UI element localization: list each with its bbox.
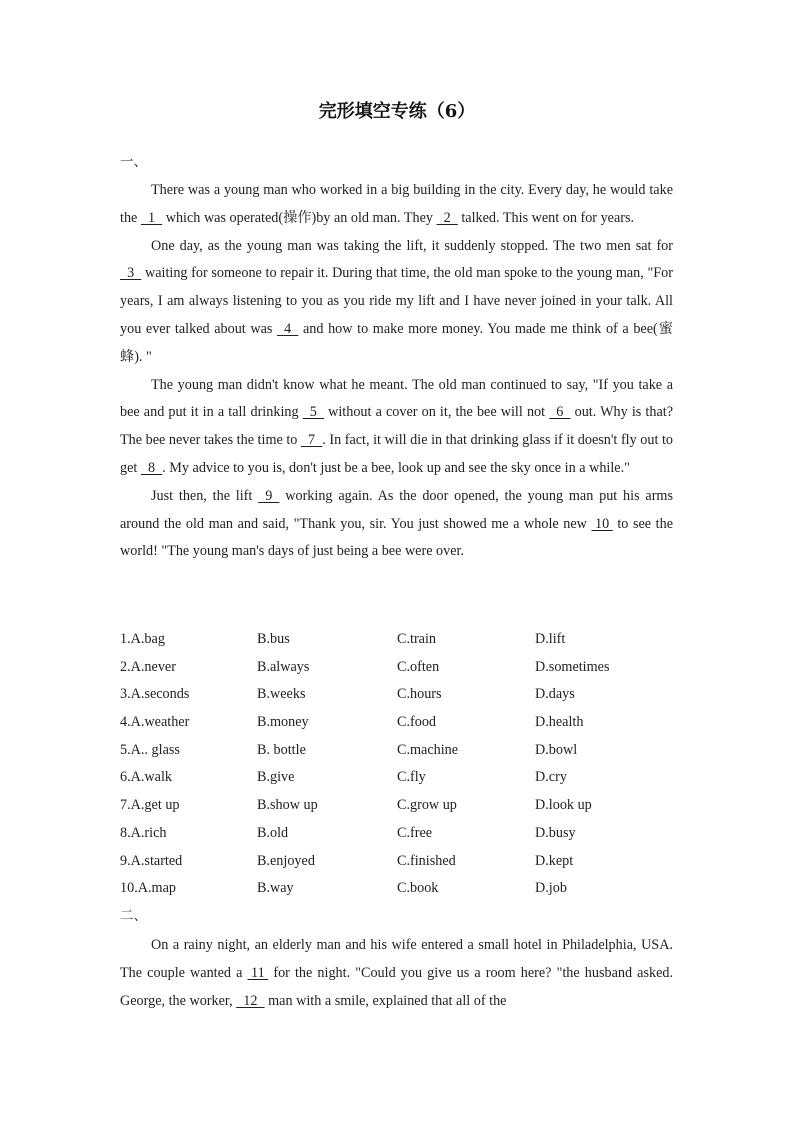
passage-text: and how to make more money. You made me think of a bee(蜜蜂). " xyxy=(120,320,673,365)
option-choice[interactable]: C.food xyxy=(397,714,437,731)
passage-text: working again. As the door opened, the young man put his arms around the old man and said, "Thank you, sir. You just showed me a whole new xyxy=(120,487,673,532)
option-choice[interactable]: 7.A.get up xyxy=(120,797,180,814)
section-2-heading: 二、 xyxy=(120,908,147,924)
answer-blank[interactable]: 5 xyxy=(302,404,324,421)
passage-text: One day, as the young man was taking the lift, it suddenly stopped. The two men sat for xyxy=(151,237,673,254)
option-choice[interactable]: 1.A.bag xyxy=(120,631,165,647)
option-choice[interactable]: D.job xyxy=(535,880,567,897)
passage-text: The young man didn't know what he meant. The old man continued to say, "If you take a bee and put it in a tall drinking xyxy=(120,376,673,421)
option-choice[interactable]: C.hours xyxy=(397,686,442,703)
passage-text: On a rainy night, an elderly man and his wife entered a small hotel in Philadelphia, USA. The couple wanted a xyxy=(120,937,673,981)
section-1-heading: 一、 xyxy=(120,154,147,170)
option-choice[interactable]: D.look up xyxy=(535,797,592,814)
option-row xyxy=(120,709,680,737)
passage-text: which was operated(操作)by an old man. They xyxy=(162,209,437,226)
option-row xyxy=(120,737,680,765)
passage-text: Just then, the lift xyxy=(151,487,259,504)
passage-text: to see the world! "The young man's days of just being a bee were over. xyxy=(120,515,673,560)
option-choice[interactable]: 3.A.seconds xyxy=(120,686,190,703)
passage-text: . My advice to you is, don't just be a bee, look up and see the sky once in a while." xyxy=(162,459,630,476)
option-choice[interactable]: C.book xyxy=(397,880,439,897)
passage-text: for the night. "Could you give us a room here? "the husband asked. George, the worker, xyxy=(120,964,674,1009)
option-choice[interactable]: C.free xyxy=(397,824,433,841)
answer-blank[interactable]: 6 xyxy=(549,404,571,421)
passage-text: waiting for someone to repair it. During that time, the old man spoke to the young man, "For years, I am always listening to you as you ride my lift and I have never joined in your talk. All you ever talked about was xyxy=(120,265,673,337)
option-choice[interactable]: D.lift xyxy=(535,631,566,647)
option-choice[interactable]: 9.A.started xyxy=(120,852,183,869)
answer-blank[interactable]: 8 xyxy=(140,459,163,476)
option-choice[interactable]: D.bowl xyxy=(535,741,578,758)
passage-text: talked. This went on for years. xyxy=(457,209,635,226)
option-choice[interactable]: D.kept xyxy=(535,852,574,869)
option-choice[interactable]: C.train xyxy=(397,631,437,647)
section-2-passage xyxy=(120,932,673,1015)
option-choice[interactable]: 10.A.map xyxy=(120,880,176,897)
paragraph xyxy=(120,483,673,566)
option-choice[interactable]: B.weeks xyxy=(257,686,306,703)
option-choice[interactable]: B.old xyxy=(257,824,289,841)
passage-text: There was a young man who worked in a big building in the city. Every day, he would take the xyxy=(120,182,673,226)
option-choice[interactable]: B.money xyxy=(257,714,309,731)
passage-text: without a cover on it, the bee will not xyxy=(323,404,550,421)
option-row xyxy=(120,820,680,848)
paragraph xyxy=(120,177,673,233)
option-row xyxy=(120,848,680,876)
option-row xyxy=(120,792,680,820)
paragraph xyxy=(120,233,673,372)
option-choice[interactable]: B.always xyxy=(257,658,310,675)
option-choice[interactable]: C.machine xyxy=(397,741,459,758)
option-row xyxy=(120,681,680,709)
passage-text: out. Why is that? The bee never takes the time to xyxy=(120,404,674,449)
option-row xyxy=(120,654,680,682)
answer-blank[interactable]: 12 xyxy=(236,992,265,1009)
answer-blank[interactable]: 1 xyxy=(140,209,163,226)
answer-blank[interactable]: 3 xyxy=(120,265,142,282)
option-choice[interactable]: 4.A.weather xyxy=(120,714,190,731)
answer-options xyxy=(120,626,680,903)
paragraph xyxy=(120,932,673,1015)
option-choice[interactable]: D.busy xyxy=(535,824,576,841)
option-choice[interactable]: D.days xyxy=(535,686,575,703)
option-choice[interactable]: D.health xyxy=(535,714,584,731)
option-choice[interactable]: B.give xyxy=(257,769,295,786)
option-choice[interactable]: C.grow up xyxy=(397,797,457,814)
option-choice[interactable]: B. bottle xyxy=(257,741,306,758)
option-choice[interactable]: C.finished xyxy=(397,852,456,869)
section-1-passage xyxy=(120,177,673,566)
option-choice[interactable]: 8.A.rich xyxy=(120,824,167,841)
option-choice[interactable]: D.sometimes xyxy=(535,658,610,675)
answer-blank[interactable]: 4 xyxy=(277,320,299,337)
option-choice[interactable]: 6.A.walk xyxy=(120,769,173,786)
option-choice[interactable]: C.fly xyxy=(397,769,426,786)
passage-text: . In fact, it will die in that drinking glass if it doesn't fly out to get xyxy=(120,432,673,476)
option-choice[interactable]: B.enjoyed xyxy=(257,852,315,869)
answer-blank[interactable]: 7 xyxy=(300,432,323,449)
answer-blank[interactable]: 11 xyxy=(247,964,269,981)
option-choice[interactable]: 5.A.. glass xyxy=(120,741,180,758)
option-row xyxy=(120,875,680,903)
answer-blank[interactable]: 2 xyxy=(436,209,458,226)
answer-blank[interactable]: 10 xyxy=(591,515,613,532)
option-choice[interactable]: B.show up xyxy=(257,797,318,814)
answer-blank[interactable]: 9 xyxy=(258,487,280,504)
option-choice[interactable]: B.bus xyxy=(257,631,290,647)
option-choice[interactable]: 2.A.never xyxy=(120,658,176,675)
option-choice[interactable]: C.often xyxy=(397,658,440,675)
option-choice[interactable]: D.cry xyxy=(535,769,567,786)
document-title: 完形填空专练（6） xyxy=(318,101,476,122)
option-row xyxy=(120,626,680,654)
passage-text: man with a smile, explained that all of the xyxy=(264,992,507,1009)
paragraph xyxy=(120,372,673,483)
option-row xyxy=(120,764,680,792)
option-choice[interactable]: B.way xyxy=(257,880,294,897)
